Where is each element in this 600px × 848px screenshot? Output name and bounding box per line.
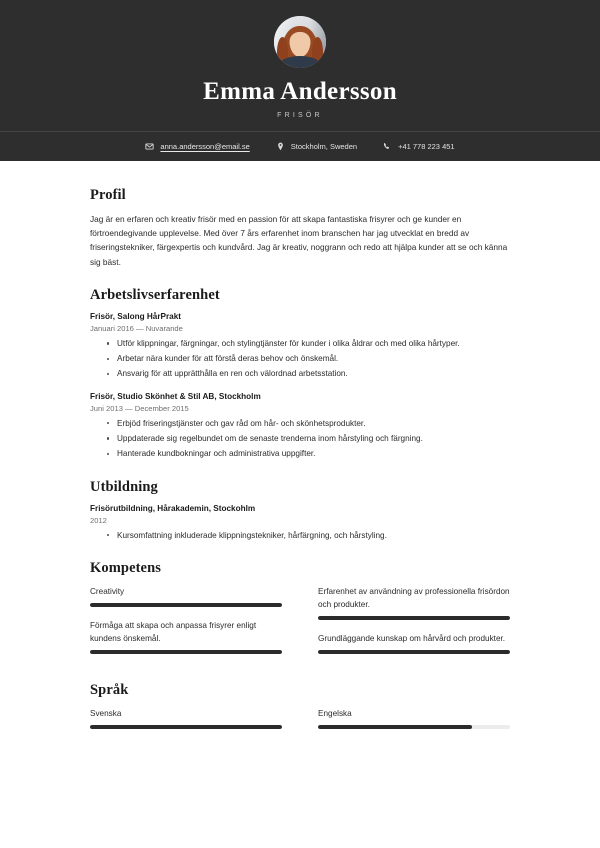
skills-column-right	[318, 585, 510, 666]
skill-meter-fill	[318, 650, 510, 654]
skill-label: Erfarenhet av användning av professionella frisördon och produkter.	[318, 586, 510, 609]
map-pin-icon	[276, 142, 285, 151]
languages-grid	[90, 707, 510, 741]
envelope-icon	[145, 142, 154, 151]
section-languages	[90, 682, 510, 741]
language-meter	[90, 725, 282, 729]
contact-location	[276, 142, 357, 151]
skill-label: Förmåga att skapa och anpassa frisyrer enligt kundens önskemål.	[90, 620, 257, 644]
experience-entry	[90, 312, 510, 381]
education-bullets	[90, 529, 510, 542]
section-title-skills: Kompetens	[90, 559, 161, 576]
section-education	[90, 479, 510, 542]
location-text: Stockholm, Sweden	[290, 141, 358, 151]
skill-label: Grundläggande kunskap om hårvård och produkter.	[318, 634, 506, 644]
profile-text: Jag är en erfaren och kreativ frisör med en passion för att skapa fantastiska frisyrer och ge kunder en förtroendegivande upplevelse. Med över 7 års erfarenhet inom branschen har jag utvecklat en bredd av friseringstekniker, färgexpertis och kundvård. Jag är kreativ, noggrann och redo att hjälpa kunder att se och känna sig bäst.	[90, 213, 508, 267]
job-bullets	[90, 337, 510, 381]
job-date: Januari 2016 — Nuvarande	[90, 323, 183, 333]
skills-grid	[90, 585, 510, 666]
language-label: Svenska	[90, 709, 122, 719]
resume-body	[0, 161, 600, 742]
job-title: Frisör, Studio Skönhet & Stil AB, Stockholm	[90, 391, 261, 401]
education-entry	[90, 504, 510, 542]
job-bullets	[90, 417, 510, 461]
section-title-experience: Arbetslivserfarenhet	[90, 286, 220, 303]
list-item: Uppdaterade sig regelbundet om de senaste trenderna inom hårstyling och färgning.	[106, 432, 510, 445]
section-title-profile: Profil	[90, 186, 126, 203]
list-item: Hanterade kundbokningar och administrativa uppgifter.	[106, 447, 510, 460]
avatar	[274, 16, 326, 68]
list-item: Erbjöd friseringstjänster och gav råd om hår- och skönhetsprodukter.	[106, 417, 510, 430]
section-title-education: Utbildning	[90, 478, 158, 495]
skill-meter	[318, 616, 510, 620]
education-date: 2012	[90, 515, 107, 525]
language-item	[90, 707, 282, 729]
list-item: Arbetar nära kunder för att förstå deras behov och önskemål.	[106, 352, 510, 365]
job-role-subtitle: FRISÖR	[277, 111, 323, 119]
language-meter-fill	[318, 725, 472, 729]
list-item: Kursomfattning inkluderade klippningstekniker, hårfärgning, och hårstyling.	[106, 529, 510, 542]
skill-label: Creativity	[90, 586, 125, 596]
resume-header	[0, 0, 600, 131]
skill-item	[318, 585, 510, 620]
education-title: Frisörutbildning, Hårakademin, Stockohlm	[90, 503, 256, 513]
skill-item	[90, 585, 282, 607]
avatar-shoulders	[280, 56, 320, 68]
section-skills	[90, 560, 510, 666]
skill-item	[318, 632, 510, 654]
job-title: Frisör, Salong HårPrakt	[90, 311, 182, 321]
language-label: Engelska	[318, 709, 352, 719]
skill-meter	[90, 650, 282, 654]
section-title-languages: Språk	[90, 682, 129, 699]
language-meter-fill	[90, 725, 282, 729]
languages-column-right	[318, 707, 510, 741]
job-date: Juni 2013 — December 2015	[90, 403, 189, 413]
email-link[interactable]: anna.andersson@email.se	[160, 141, 250, 151]
page-title: Emma Andersson	[203, 78, 397, 105]
contact-email[interactable]	[145, 142, 249, 151]
section-profile	[90, 187, 510, 269]
contact-bar	[0, 131, 600, 161]
skill-meter	[318, 650, 510, 654]
skill-meter-fill	[90, 650, 282, 654]
section-experience	[90, 287, 510, 461]
experience-entry	[90, 392, 510, 461]
language-item	[318, 707, 510, 729]
languages-column-left	[90, 707, 282, 741]
list-item: Utför klippningar, färgningar, och stylingtjänster för kunder i olika åldrar och med olika hårtyper.	[106, 337, 510, 350]
skill-meter-fill	[318, 616, 510, 620]
list-item: Ansvarig för att upprätthålla en ren och välordnad arbetsstation.	[106, 367, 510, 380]
skill-meter	[90, 603, 282, 607]
contact-phone	[383, 142, 455, 151]
skill-item	[90, 619, 282, 654]
skill-meter-fill	[90, 603, 282, 607]
phone-icon	[383, 142, 392, 151]
phone-text: +41 778 223 451	[398, 141, 455, 151]
language-meter	[318, 725, 510, 729]
skills-column-left	[90, 585, 282, 666]
